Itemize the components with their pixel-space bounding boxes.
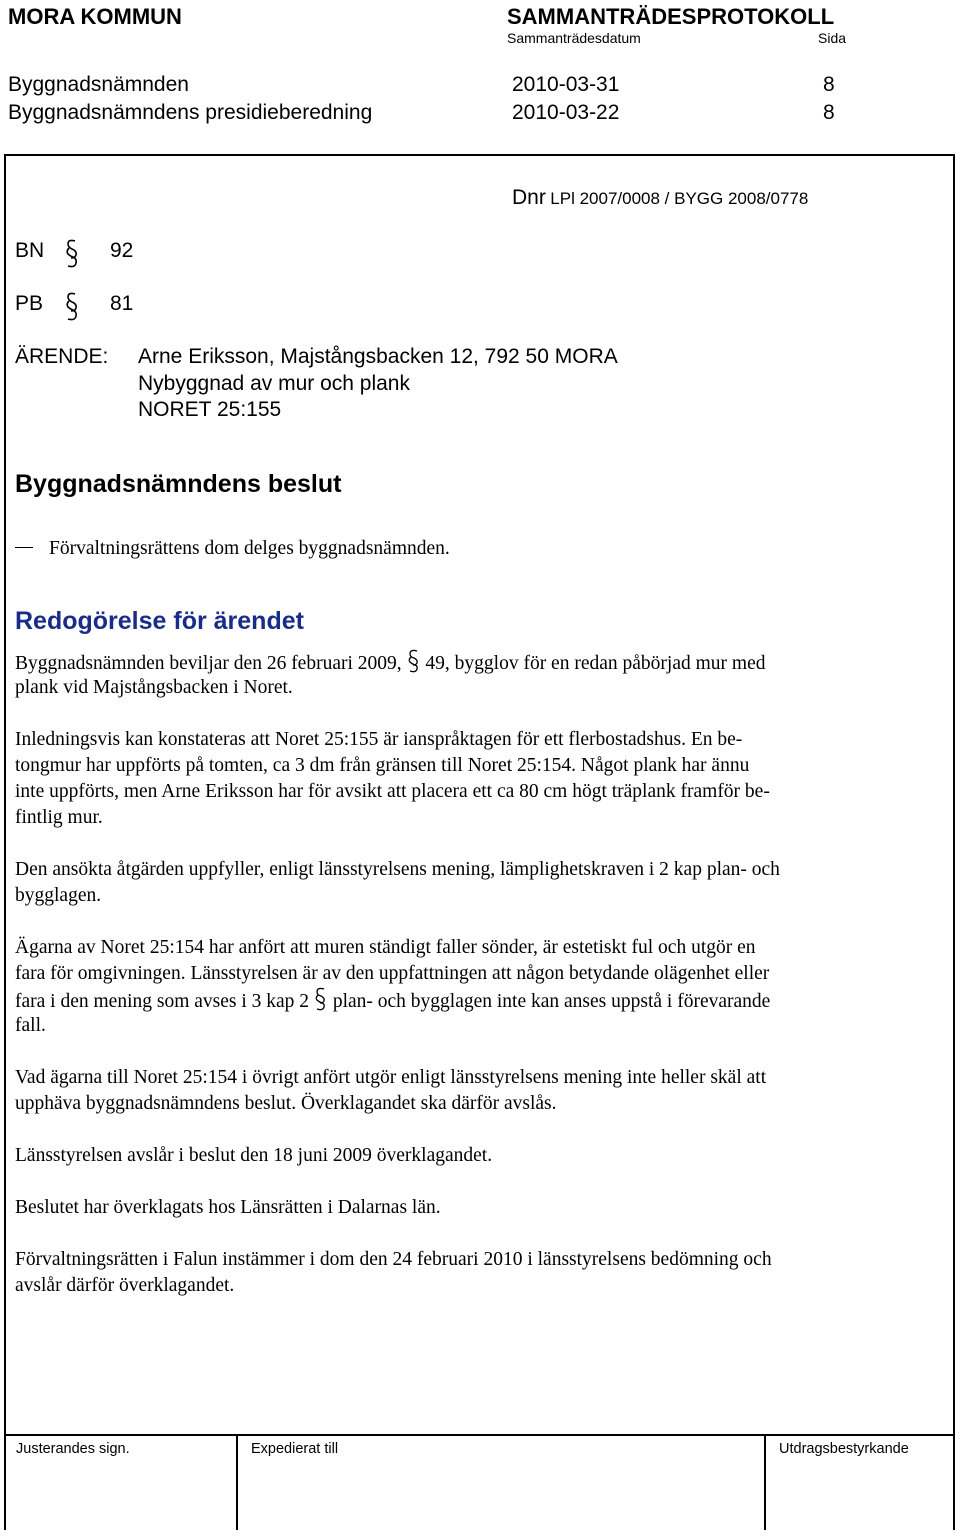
paragraph-2-line: inte uppförts, men Arne Eriksson har för avsikt att placera ett ca 80 cm högt träplank framför be-	[15, 781, 770, 802]
dnr-line	[512, 186, 808, 210]
paragraph-4-line	[15, 987, 770, 1015]
paragraph-5-line: upphäva byggnadsnämndens beslut. Överklagandet ska därför avslås.	[15, 1093, 557, 1114]
text-run: plan- och bygglagen inte kan anses uppstå i förevarande	[332, 991, 771, 1012]
document-type: SAMMANTRÄDESPROTOKOLL	[507, 4, 835, 29]
paragraph-4-line: fara för omgivningen. Länsstyrelsen är av den uppfattningen att någon betydande olägenhet eller	[15, 963, 770, 984]
arende-label: ÄRENDE:	[15, 345, 109, 368]
paragraph-5-line: Vad ägarna till Noret 25:154 i övrigt anfört utgör enligt länsstyrelsens mening inte heller skäl att	[15, 1067, 767, 1088]
municipality-name: MORA KOMMUN	[8, 4, 182, 29]
account-heading: Redogörelse för ärendet	[15, 607, 304, 635]
paragraph-4-line: fall.	[15, 1015, 46, 1036]
paragraph-3-line: bygglagen.	[15, 885, 102, 906]
decision-item	[15, 536, 450, 562]
text-run: 49, bygglov för en redan påbörjad mur med	[425, 653, 766, 674]
text-run: Byggnadsnämnden beviljar den 26 februari 2009,	[15, 653, 402, 674]
bn-number: 92	[110, 239, 134, 262]
pb-label: PB	[15, 292, 44, 315]
section-sign-icon	[314, 987, 328, 1013]
arende-line: NORET 25:155	[138, 398, 282, 421]
dnr-prefix: Dnr	[512, 186, 546, 209]
footer-justerandes: Justerandes sign.	[16, 1441, 130, 1457]
footer-expedierat: Expedierat till	[251, 1441, 339, 1457]
decision-item-text: Förvaltningsrättens dom delges byggnadsnämnden.	[49, 538, 450, 559]
section-sign-icon	[407, 649, 421, 675]
presidium-name: Byggnadsnämndens presidieberedning	[8, 101, 373, 124]
footer-column-divider	[236, 1434, 238, 1530]
decision-heading: Byggnadsnämndens beslut	[15, 470, 342, 498]
presidium-date: 2010-03-22	[512, 101, 620, 124]
committee-name: Byggnadsnämnden	[8, 73, 189, 96]
text-run: fara i den mening som avses i 3 kap 2	[15, 991, 310, 1012]
committee-date: 2010-03-31	[512, 73, 620, 96]
dash-bullet	[15, 547, 33, 549]
meeting-date-label: Sammanträdesdatum	[507, 30, 641, 46]
section-sign-icon	[64, 291, 80, 323]
committee-page: 8	[823, 73, 835, 96]
paragraph-2-line: fintlig mur.	[15, 807, 103, 828]
paragraph-3-line: Den ansökta åtgärden uppfyller, enligt länsstyrelsens mening, lämplighetskraven i 2 kap plan- och	[15, 859, 780, 880]
arende-line: Nybyggnad av mur och plank	[138, 372, 410, 395]
bn-label: BN	[15, 239, 45, 262]
dnr-value: LPl 2007/0008 / BYGG 2008/0778	[550, 189, 809, 208]
footer-column-divider	[764, 1434, 766, 1530]
pb-number: 81	[110, 292, 134, 315]
arende-line: Arne Eriksson, Majstångsbacken 12, 792 50 MORA	[138, 345, 618, 368]
paragraph-1-line-2: plank vid Majstångsbacken i Noret.	[15, 677, 293, 698]
page-label: Sida	[818, 30, 847, 46]
paragraph-8-line: Förvaltningsrätten i Falun instämmer i dom den 24 februari 2010 i länsstyrelsens bedömning och	[15, 1249, 772, 1270]
paragraph-8-line: avslår därför överklagandet.	[15, 1275, 235, 1296]
paragraph-2-line: Inledningsvis kan konstateras att Noret 25:155 är ianspråktagen för ett flerbostadshus. En be-	[15, 729, 743, 750]
paragraph-7: Beslutet har överklagats hos Länsrätten i Dalarnas län.	[15, 1197, 441, 1218]
footer-divider	[4, 1434, 955, 1436]
presidium-page: 8	[823, 101, 835, 124]
section-sign-icon	[64, 238, 80, 270]
paragraph-1-line-1	[15, 649, 765, 677]
footer-utdrag: Utdragsbestyrkande	[779, 1441, 909, 1457]
paragraph-6: Länsstyrelsen avslår i beslut den 18 juni 2009 överklagandet.	[15, 1145, 493, 1166]
paragraph-4-line: Ägarna av Noret 25:154 har anfört att muren ständigt faller sönder, är estetiskt ful och utgör en	[15, 937, 756, 958]
paragraph-2-line: tongmur har uppförts på tomten, ca 3 dm från gränsen till Noret 25:154. Något plank har ännu	[15, 755, 750, 776]
